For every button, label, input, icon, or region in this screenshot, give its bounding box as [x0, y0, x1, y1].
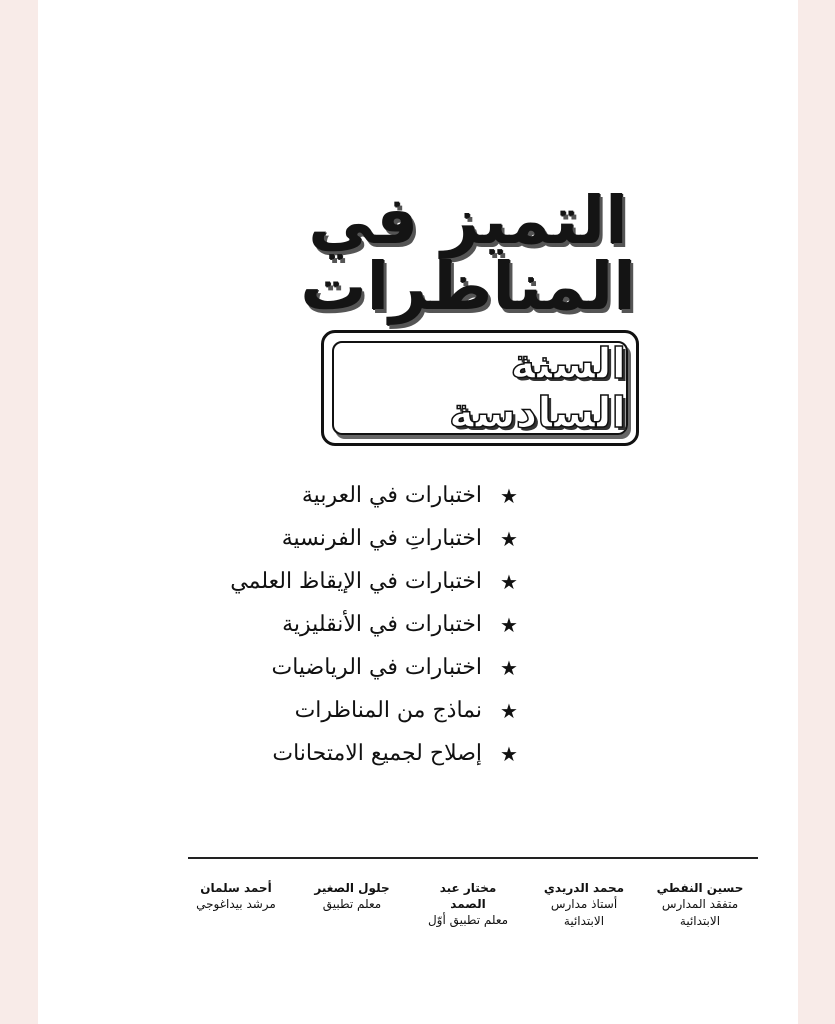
- author-role: مرشد بيداغوجي: [196, 897, 276, 911]
- star-icon: ★: [500, 483, 518, 508]
- book-title: التميز في المناظرات: [300, 182, 636, 325]
- author-name: حسين النفطي: [656, 881, 744, 895]
- star-icon: ★: [500, 655, 518, 680]
- subject-label: اختبارات في الرياضيات: [271, 655, 482, 680]
- list-item: [122, 646, 522, 689]
- author-name: مختار عبد الصمد: [439, 881, 497, 911]
- author-card: [652, 880, 748, 930]
- author-card: [188, 880, 284, 930]
- star-icon: ★: [500, 526, 518, 551]
- author-name: جلول الصغير: [314, 881, 390, 895]
- subjects-list: [122, 474, 522, 775]
- star-icon: ★: [500, 612, 518, 637]
- list-item: [122, 560, 522, 603]
- star-icon: ★: [500, 569, 518, 594]
- level-label: السنة السادسة: [448, 339, 626, 437]
- level-frame: [321, 330, 639, 446]
- level-frame-inner: [332, 341, 628, 435]
- list-item: [122, 732, 522, 775]
- authors-row: [188, 880, 748, 930]
- divider: [188, 857, 758, 859]
- author-name: أحمد سلمان: [200, 881, 272, 895]
- author-name: محمد الدريدي: [543, 881, 625, 895]
- star-icon: ★: [500, 698, 518, 723]
- author-role: أستاذ مدارس الابتدائية: [550, 897, 618, 928]
- list-item: [122, 517, 522, 560]
- author-card: [420, 880, 516, 930]
- list-item: [122, 474, 522, 517]
- subject-label: إصلاح لجميع الامتحانات: [272, 741, 482, 766]
- document-page: [38, 0, 798, 1024]
- list-item: [122, 689, 522, 732]
- star-icon: ★: [500, 741, 518, 766]
- subject-label: نماذج من المناظرات: [294, 698, 482, 723]
- author-card: [536, 880, 632, 930]
- list-item: [122, 603, 522, 646]
- subject-label: اختبارات في العربية: [301, 483, 482, 508]
- author-role: معلم تطبيق: [322, 897, 382, 911]
- subject-label: اختباراتِ في الفرنسية: [281, 526, 482, 551]
- author-role: متفقد المدارس الابتدائية: [661, 897, 739, 928]
- author-card: [304, 880, 400, 930]
- subject-label: اختبارات في الإيقاظ العلمي: [230, 569, 482, 594]
- subject-label: اختبارات في الأنقليزية: [282, 612, 482, 637]
- author-role: معلم تطبيق أوّل: [427, 913, 509, 927]
